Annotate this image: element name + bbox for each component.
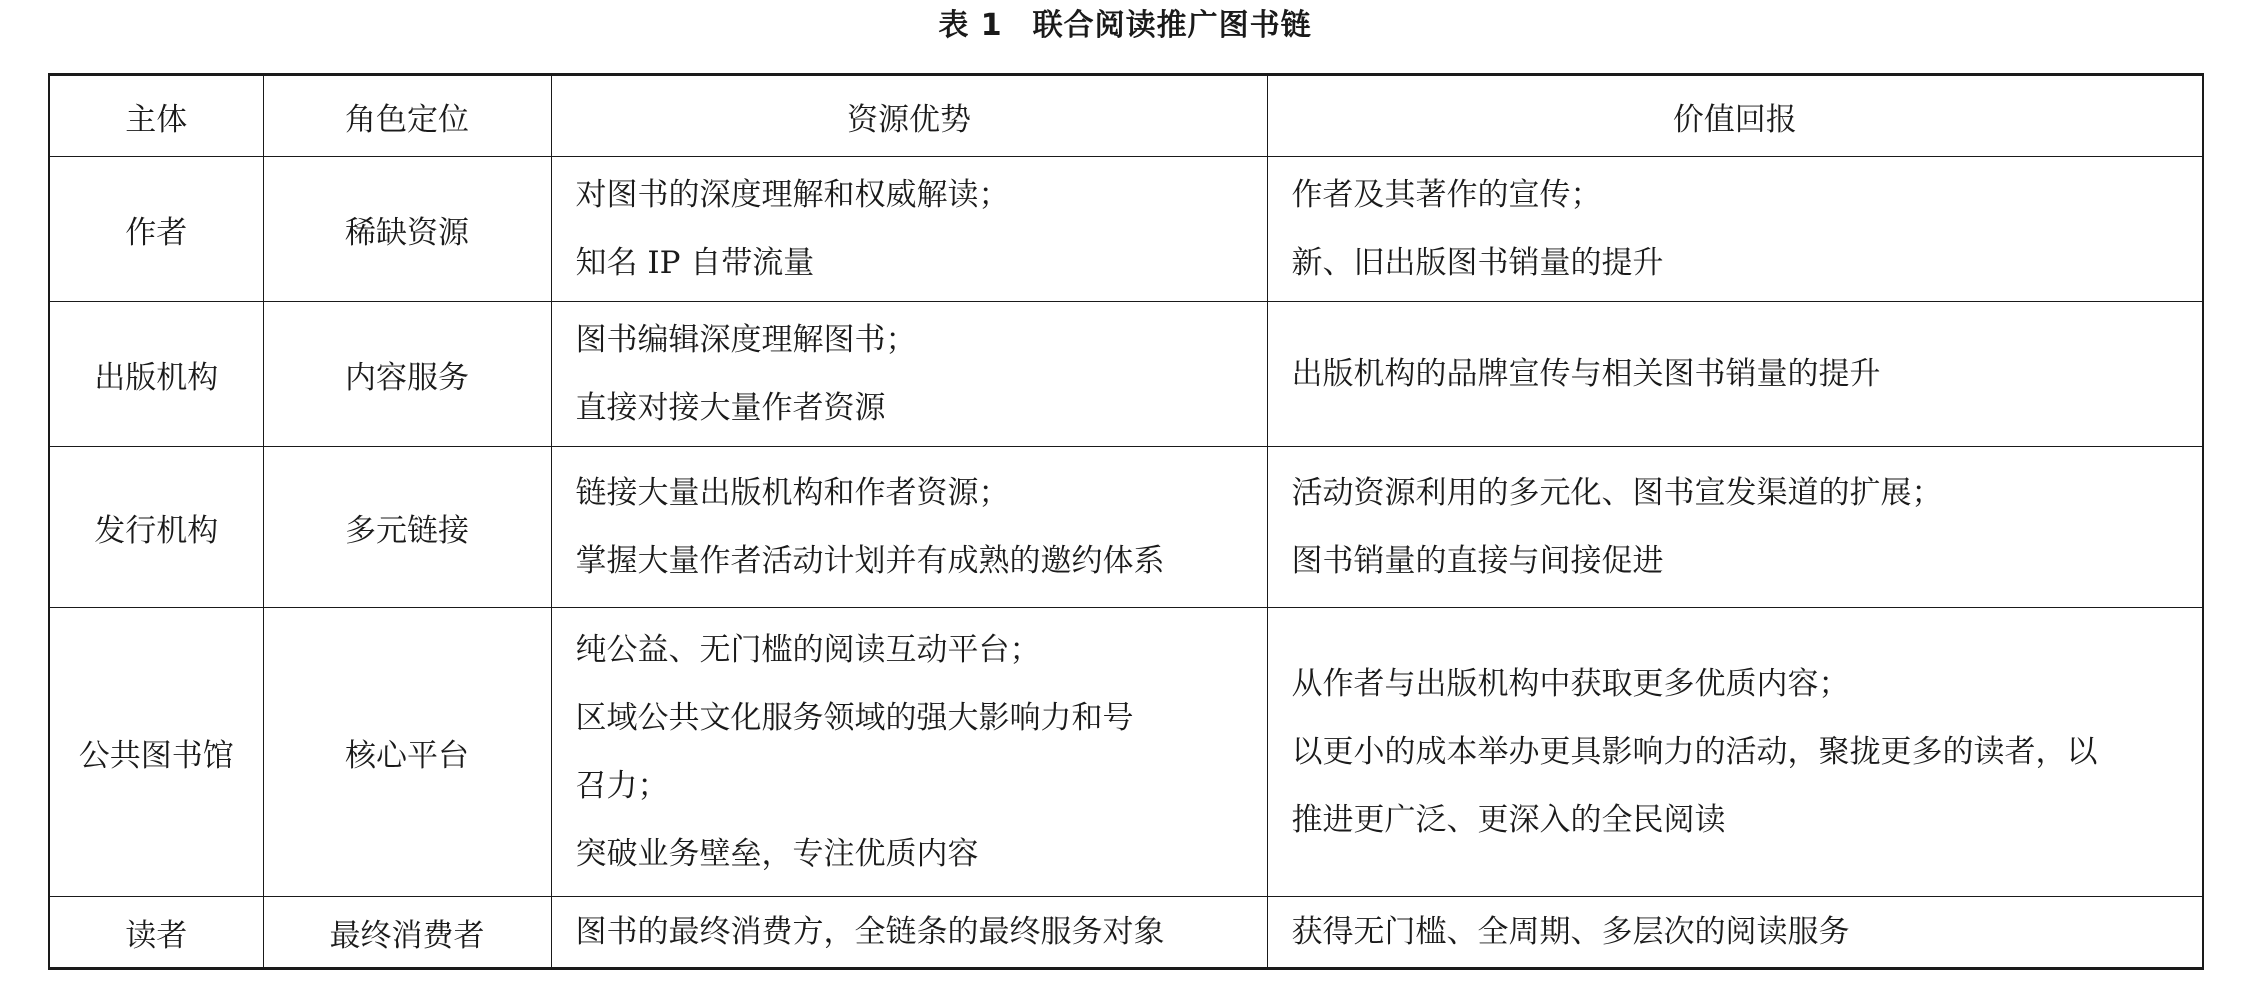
cell-subject: 出版机构 xyxy=(49,302,263,447)
return-line: 推进更广泛、更深入的全民阅读 xyxy=(1291,802,1726,838)
return-line: 新、旧出版图书销量的提升 xyxy=(1291,245,1664,281)
return-line: 以更小的成本举办更具影响力的活动，聚拢更多的读者，以 xyxy=(1291,734,2098,770)
header-advantages: 资源优势 xyxy=(551,75,1267,157)
cell-returns xyxy=(1267,447,2203,608)
advantage-line: 图书编辑深度理解图书； xyxy=(575,322,917,358)
resource-chain-table xyxy=(48,73,2204,970)
table-title: 联合阅读推广图书链 xyxy=(1032,8,1312,43)
cell-role: 内容服务 xyxy=(263,302,551,447)
return-line: 作者及其著作的宣传； xyxy=(1291,177,1602,213)
advantage-line: 召力； xyxy=(575,768,669,804)
cell-role: 核心平台 xyxy=(263,608,551,897)
advantage-line: 突破业务壁垒，专注优质内容 xyxy=(575,836,979,872)
return-line: 图书销量的直接与间接促进 xyxy=(1291,543,1664,579)
header-returns: 价值回报 xyxy=(1267,75,2203,157)
advantage-line: 知名 IP 自带流量 xyxy=(575,245,815,281)
advantage-line: 区域公共文化服务领域的强大影响力和号 xyxy=(575,700,1134,736)
cell-role: 最终消费者 xyxy=(263,897,551,969)
return-line: 出版机构的品牌宣传与相关图书销量的提升 xyxy=(1291,356,1881,392)
cell-role: 多元链接 xyxy=(263,447,551,608)
cell-subject: 作者 xyxy=(49,157,263,302)
advantage-line: 对图书的深度理解和权威解读； xyxy=(575,177,1010,213)
return-line: 从作者与出版机构中获取更多优质内容； xyxy=(1291,666,1850,702)
table-row xyxy=(49,302,2203,447)
table-number: 表 1 xyxy=(938,8,1003,43)
table-row xyxy=(49,447,2203,608)
header-role: 角色定位 xyxy=(263,75,551,157)
header-subject: 主体 xyxy=(49,75,263,157)
cell-returns xyxy=(1267,608,2203,897)
table-row xyxy=(49,897,2203,969)
table-caption xyxy=(0,6,2250,46)
cell-subject: 读者 xyxy=(49,897,263,969)
cell-subject: 发行机构 xyxy=(49,447,263,608)
cell-returns xyxy=(1267,897,2203,969)
cell-advantages xyxy=(551,897,1267,969)
advantage-line: 纯公益、无门槛的阅读互动平台； xyxy=(575,632,1041,668)
cell-returns xyxy=(1267,302,2203,447)
cell-advantages xyxy=(551,608,1267,897)
cell-advantages xyxy=(551,157,1267,302)
cell-returns xyxy=(1267,157,2203,302)
advantage-line: 图书的最终消费方，全链条的最终服务对象 xyxy=(575,914,1165,950)
cell-advantages xyxy=(551,447,1267,608)
table-row xyxy=(49,608,2203,897)
advantage-line: 直接对接大量作者资源 xyxy=(575,390,886,426)
table-row xyxy=(49,157,2203,302)
cell-role: 稀缺资源 xyxy=(263,157,551,302)
cell-subject: 公共图书馆 xyxy=(49,608,263,897)
return-line: 获得无门槛、全周期、多层次的阅读服务 xyxy=(1291,914,1850,950)
advantage-line: 链接大量出版机构和作者资源； xyxy=(575,475,1010,511)
table-header-row xyxy=(49,75,2203,157)
advantage-line: 掌握大量作者活动计划并有成熟的邀约体系 xyxy=(575,543,1165,579)
return-line: 活动资源利用的多元化、图书宣发渠道的扩展； xyxy=(1291,475,1943,511)
cell-advantages xyxy=(551,302,1267,447)
